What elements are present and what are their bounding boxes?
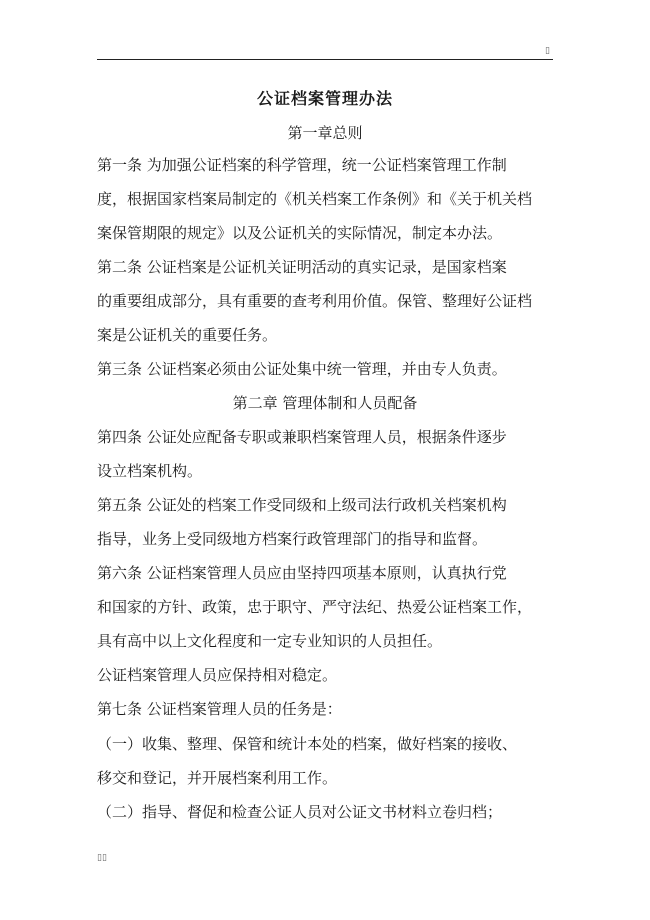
header-page-mark: ▯ <box>545 46 550 56</box>
chapter-2-heading: 第二章 管理体制和人员配备 <box>232 394 418 412</box>
article-6-line: 具有高中以上文化程度和一定专业知识的人员担任。 <box>97 632 443 650</box>
footer-page-mark: ▯▯ <box>97 853 107 863</box>
chapter-1-heading: 第一章总则 <box>287 124 363 142</box>
article-2-line: 第二条 公证档案是公证机关证明活动的真实记录，是国家档案 <box>97 258 507 276</box>
article-7-item-2 <box>97 795 555 829</box>
header-rule <box>97 59 553 60</box>
document-title: 公证档案管理办法 <box>256 89 393 108</box>
article-6-line: 和国家的方针、政策，忠于职守、严守法纪、热爱公证档案工作， <box>97 598 533 616</box>
article-5 <box>97 488 555 556</box>
article-1-line: 度，根据国家档案局制定的《机关档案工作条例》和《关于机关档 <box>97 190 533 208</box>
article-2-line: 案是公证机关的重要任务。 <box>97 326 278 344</box>
note-line: 公证档案管理人员应保持相对稳定。 <box>97 666 338 684</box>
article-6-line: 第六条 公证档案管理人员应由坚持四项基本原则，认真执行党 <box>97 564 507 582</box>
article-3-line: 第三条 公证档案必须由公证处集中统一管理，并由专人负责。 <box>97 360 507 378</box>
article-7-line: 第七条 公证档案管理人员的任务是： <box>97 700 342 718</box>
article-1-line: 案保管期限的规定》以及公证机关的实际情况，制定本办法。 <box>97 224 503 242</box>
article-5-line: 第五条 公证处的档案工作受同级和上级司法行政机关档案机构 <box>97 496 507 514</box>
article-2-line: 的重要组成部分，具有重要的查考利用价值。保管、整理好公证档 <box>97 292 533 310</box>
article-5-line: 指导，业务上受同级地方档案行政管理部门的指导和监督。 <box>97 530 488 548</box>
article-7 <box>97 692 555 726</box>
article-4 <box>97 420 555 488</box>
article-1 <box>97 148 555 250</box>
article-6 <box>97 556 555 658</box>
item-1-line: （一）收集、整理、保管和统计本处的档案，做好档案的接收、 <box>97 735 518 753</box>
article-4-line: 第四条 公证处应配备专职或兼职档案管理人员，根据条件逐步 <box>97 428 507 446</box>
article-2 <box>97 250 555 352</box>
staff-stability-note <box>97 658 555 692</box>
item-1-line: 移交和登记，并开展档案利用工作。 <box>97 769 338 787</box>
article-4-line: 设立档案机构。 <box>97 462 203 480</box>
article-3 <box>97 352 555 386</box>
item-2-line: （二）指导、督促和检查公证人员对公证文书材料立卷归档； <box>97 803 503 821</box>
article-1-line: 第一条 为加强公证档案的科学管理，统一公证档案管理工作制 <box>97 156 507 174</box>
article-7-item-1 <box>97 727 555 795</box>
